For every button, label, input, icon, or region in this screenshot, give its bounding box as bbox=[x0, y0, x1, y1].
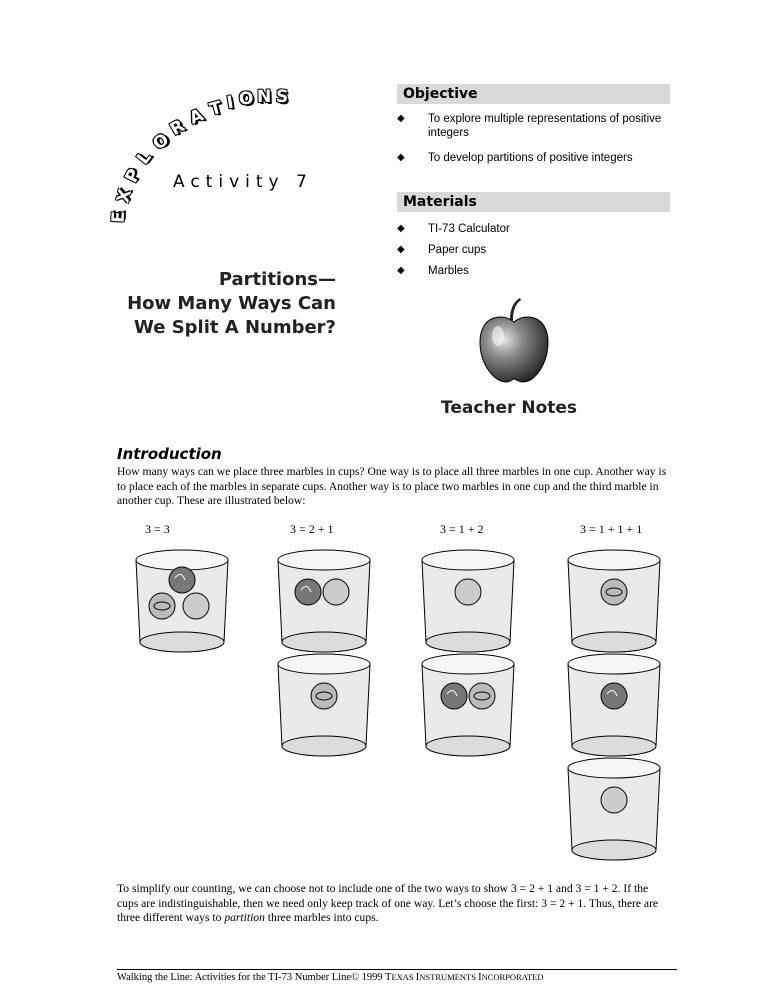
title-line: We Split A Number? bbox=[134, 317, 336, 338]
cup-illustration bbox=[566, 652, 662, 758]
partition-term: partition bbox=[224, 911, 265, 924]
objective-text: To explore multiple representations of positive integers bbox=[428, 113, 662, 139]
list-item bbox=[397, 112, 677, 140]
footer-divider bbox=[117, 969, 677, 970]
arc-letter: R bbox=[166, 116, 189, 140]
arc-letter: P bbox=[121, 166, 145, 186]
list-item bbox=[397, 264, 677, 278]
cup-illustration bbox=[134, 548, 230, 654]
apple-icon bbox=[476, 296, 552, 384]
footer-company-part: NSTRUMENTS bbox=[419, 972, 479, 982]
footer bbox=[117, 972, 543, 983]
arc-letter: T bbox=[207, 97, 224, 121]
list-item bbox=[397, 151, 677, 165]
arc-letter: I bbox=[225, 92, 235, 114]
introduction-heading: Introduction bbox=[117, 445, 222, 463]
title-line: Partitions— bbox=[218, 269, 336, 290]
arc-letter: L bbox=[133, 147, 156, 169]
list-item bbox=[397, 243, 677, 257]
arc-letter: O bbox=[149, 129, 174, 155]
conclusion-text: To simplify our counting, we can choose not to include one of the two ways to show 3 = 2 + 1 and 3 = 1 + 2. If the cups are indistinguishable, then we need only keep track of one way. Let’s choose the first: 3 = 2 + 1. Thus, there are three different ways to bbox=[117, 882, 659, 924]
diamond-bullet-icon: ◆ bbox=[397, 113, 405, 124]
diamond-bullet-icon: ◆ bbox=[397, 244, 405, 255]
page-title bbox=[76, 268, 336, 340]
arc-letter: S bbox=[275, 86, 289, 108]
footer-company-part: NCORPORATED bbox=[481, 972, 544, 982]
equation-label: 3 = 2 + 1 bbox=[290, 522, 334, 536]
footer-company-part: T bbox=[385, 972, 392, 983]
activity-label: Activity 7 bbox=[173, 172, 313, 192]
cup-illustration bbox=[276, 548, 372, 654]
equation-label: 3 = 1 + 1 + 1 bbox=[580, 522, 643, 536]
arc-letter: E bbox=[108, 210, 130, 224]
materials-list bbox=[397, 222, 677, 289]
conclusion-paragraph bbox=[117, 882, 669, 926]
arc-letter: N bbox=[256, 86, 272, 108]
arc-letter: A bbox=[186, 105, 207, 129]
arc-letter: X bbox=[113, 187, 136, 205]
footer-company-part: I bbox=[478, 972, 482, 983]
cup-illustration bbox=[276, 652, 372, 758]
cup-illustration bbox=[420, 652, 516, 758]
diamond-bullet-icon: ◆ bbox=[397, 223, 405, 234]
footer-company-part: I bbox=[415, 972, 420, 983]
cup-illustration bbox=[566, 756, 662, 862]
title-line: How Many Ways Can bbox=[127, 293, 336, 314]
material-text: Marbles bbox=[428, 265, 469, 277]
materials-heading: Materials bbox=[397, 192, 670, 212]
arc-letter: O bbox=[238, 88, 255, 110]
equation-label: 3 = 1 + 2 bbox=[440, 522, 484, 536]
teacher-notes-heading: Teacher Notes bbox=[441, 398, 578, 418]
footer-company-part: EXAS bbox=[391, 972, 416, 982]
objective-text: To develop partitions of positive integers bbox=[428, 152, 633, 164]
material-text: Paper cups bbox=[428, 244, 487, 256]
footer-company bbox=[385, 972, 543, 983]
objective-list bbox=[397, 112, 677, 176]
footer-text: Walking the Line: Activities for the TI-73 Number Line© 1999 bbox=[117, 972, 386, 983]
material-text: TI-73 Calculator bbox=[428, 223, 510, 235]
diamond-bullet-icon: ◆ bbox=[397, 265, 405, 276]
equation-label: 3 = 3 bbox=[145, 522, 170, 536]
list-item bbox=[397, 222, 677, 236]
cup-illustration bbox=[566, 548, 662, 654]
diamond-bullet-icon: ◆ bbox=[397, 152, 405, 163]
conclusion-text: three marbles into cups. bbox=[264, 911, 379, 924]
objective-heading: Objective bbox=[397, 84, 670, 104]
introduction-paragraph: How many ways can we place three marbles in cups? One way is to place all three marbles in one cup. Another way is to place each of the marbles in separate cups. Another way is to place two marbles in one cup and the third marble in another cup. These are illustrated below: bbox=[117, 465, 667, 507]
cup-illustration bbox=[420, 548, 516, 654]
